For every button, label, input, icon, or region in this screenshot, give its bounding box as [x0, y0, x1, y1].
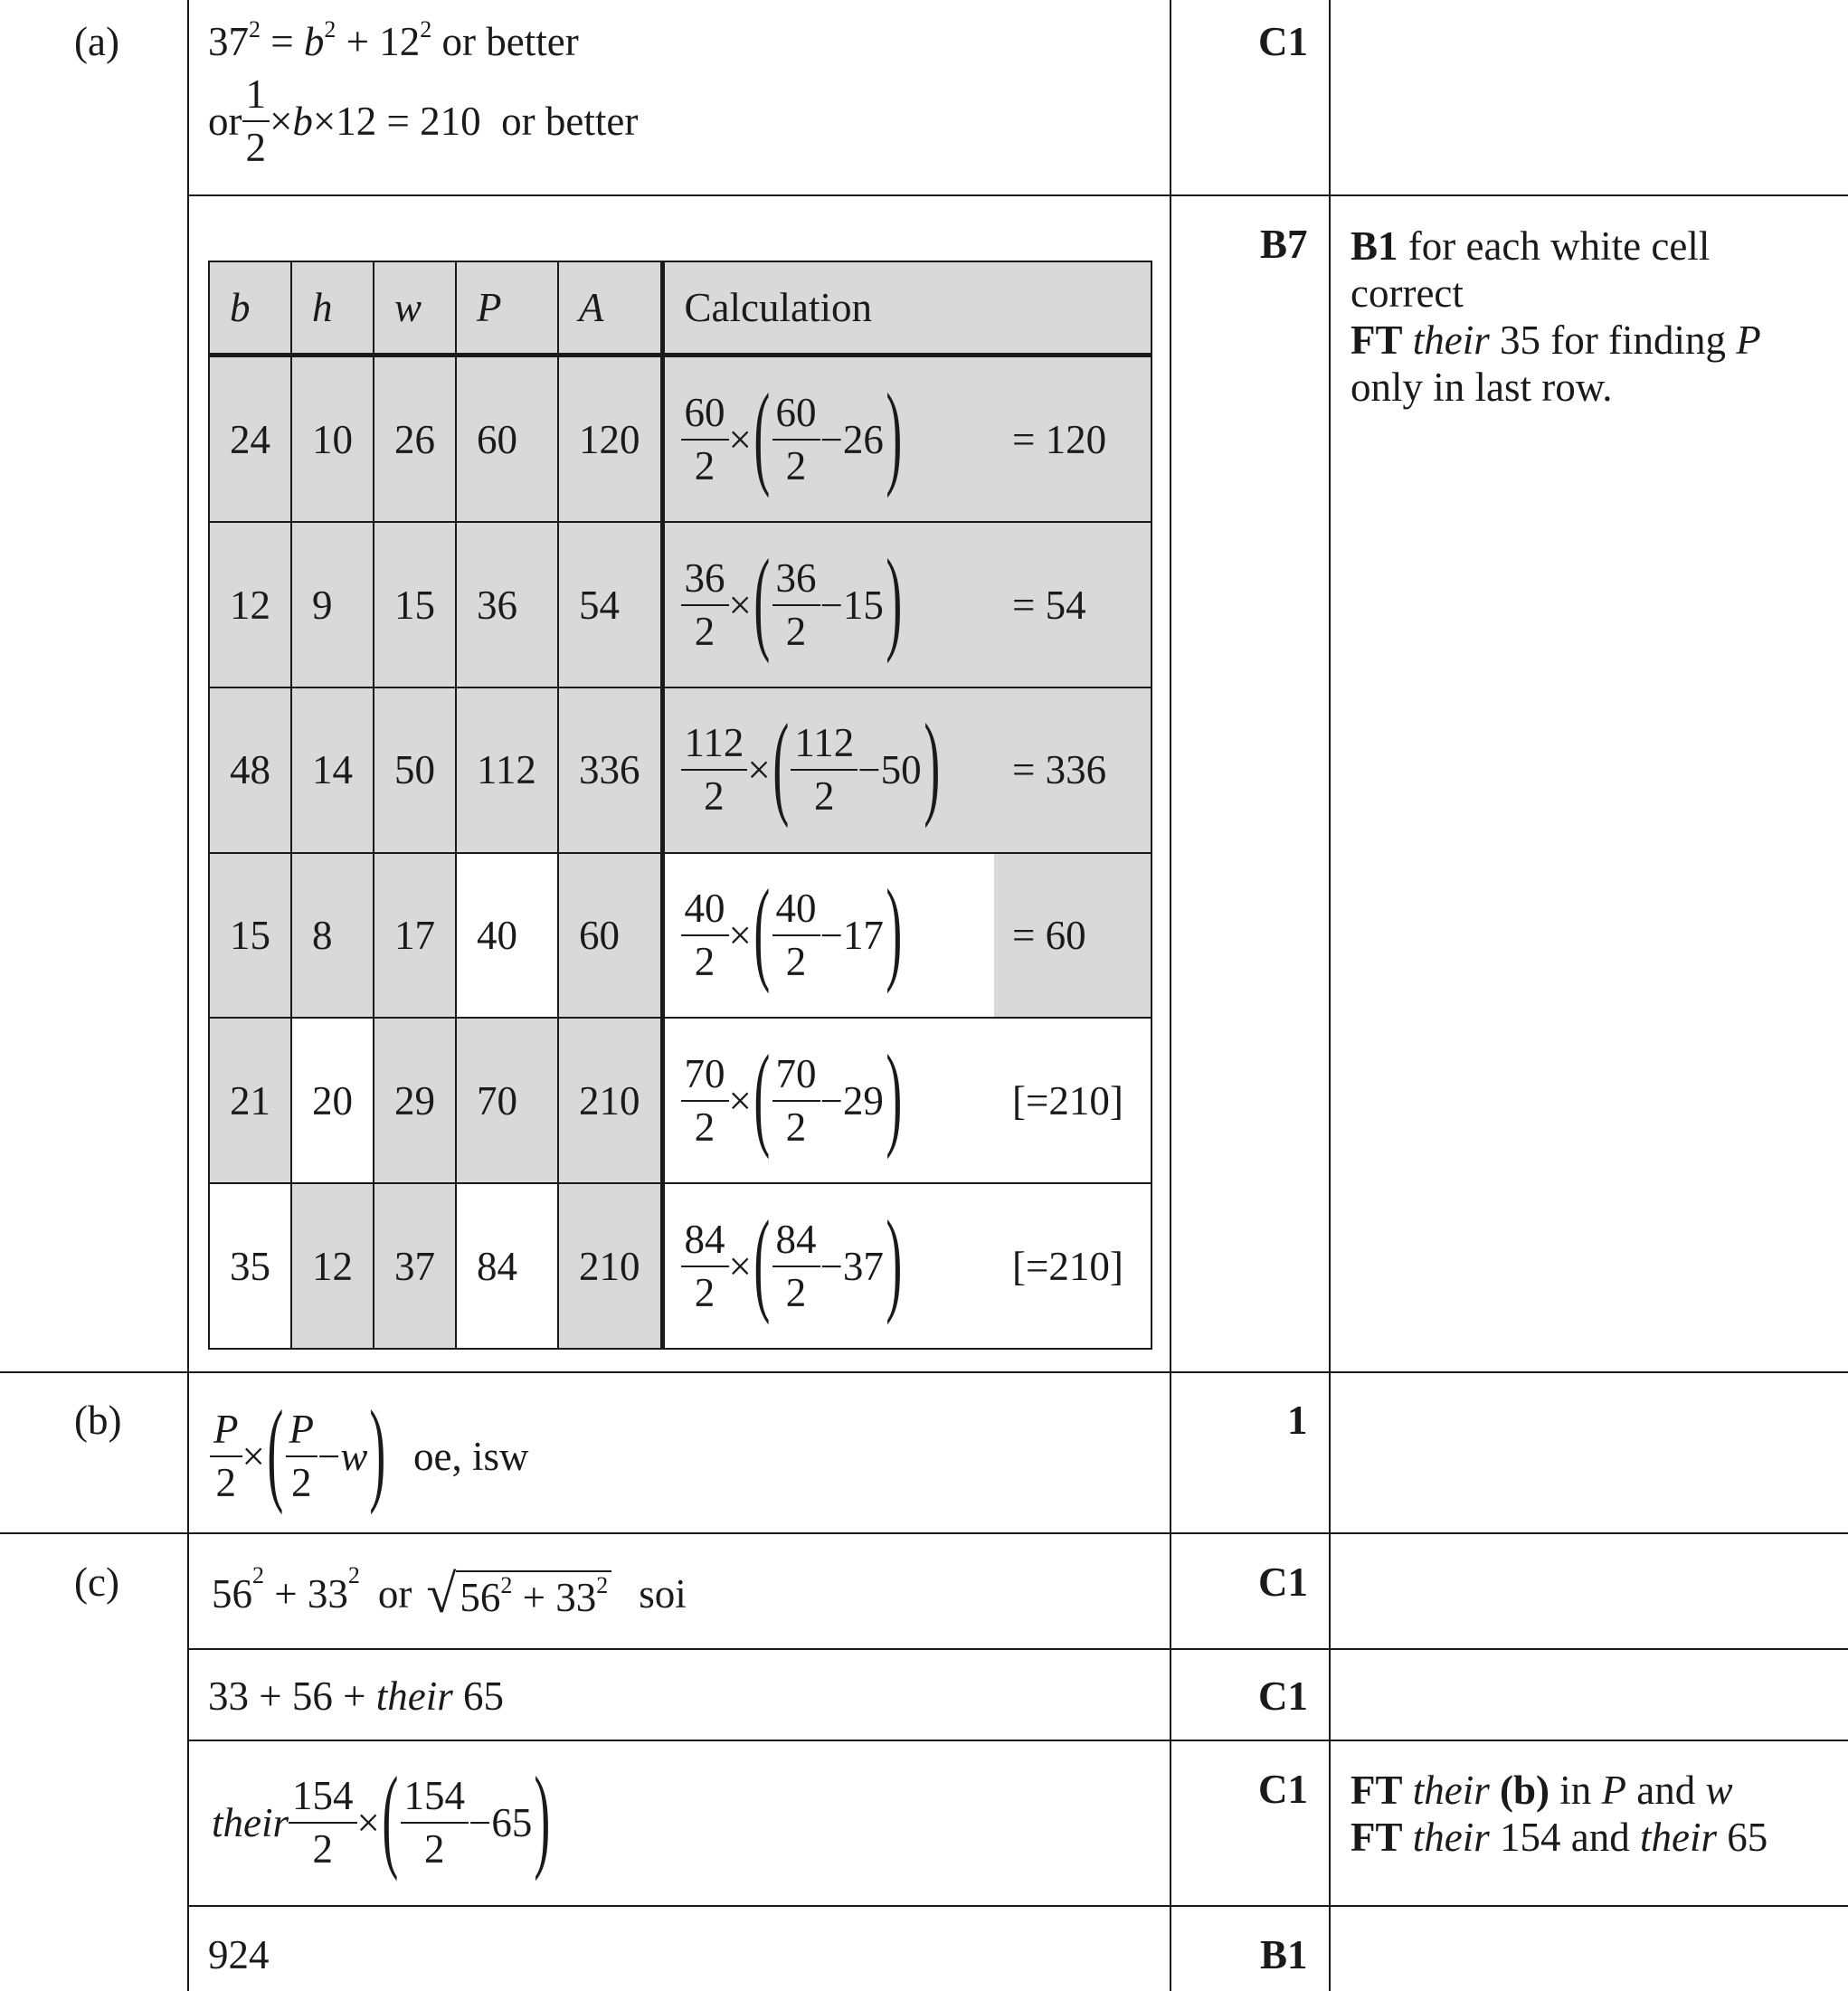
col-divider-2 — [1170, 0, 1171, 1991]
cell-w: 50 — [374, 687, 456, 853]
a-equation-2: or $\frac{1}{2}$ × b ×12 = 210 or better — [208, 71, 639, 170]
cell-b: 12 — [209, 522, 291, 687]
header-p: P — [456, 261, 558, 356]
cell-b: 48 — [209, 687, 291, 853]
cell-result: = 54 — [994, 522, 1151, 687]
part-label-a: (a) — [74, 19, 119, 64]
cell-result: [=210] — [994, 1018, 1151, 1183]
cell-h: 9 — [291, 522, 374, 687]
calculation-table — [208, 261, 1152, 1350]
guidance-c3: FT their (b) in P and w FT their 154 and their 65 — [1350, 1768, 1768, 1860]
header-b: b — [209, 261, 291, 356]
cell-result: = 60 — [994, 853, 1151, 1019]
col-divider-3 — [1329, 0, 1331, 1991]
cell-h: 10 — [291, 356, 374, 522]
cell-h: 20 — [291, 1018, 374, 1183]
row-divider — [188, 1740, 1848, 1741]
cell-calculation: $\frac{112}{2}$ × ( $\frac{112}{2}$ −50 ) — [662, 687, 994, 853]
cell-calculation: $\frac{40}{2}$ × ( $\frac{40}{2}$ −17 ) — [662, 853, 994, 1019]
cell-result: [=210] — [994, 1183, 1151, 1349]
cell-w: 26 — [374, 356, 456, 522]
cell-w: 15 — [374, 522, 456, 687]
a-equation-1: $37^2 = b^2 + 12^2$ or better — [208, 16, 579, 64]
cell-a: 210 — [558, 1018, 662, 1183]
mark-a2: B7 — [1260, 222, 1308, 267]
cell-p: 70 — [456, 1018, 558, 1183]
header-h: h — [291, 261, 374, 356]
mark-c3: C1 — [1258, 1767, 1308, 1812]
c-answer: 924 — [208, 1932, 270, 1977]
cell-h: 8 — [291, 853, 374, 1019]
header-a: A — [558, 261, 662, 356]
cell-w: 29 — [374, 1018, 456, 1183]
cell-a: 60 — [558, 853, 662, 1019]
cell-h: 12 — [291, 1183, 374, 1349]
cell-calculation: $\frac{60}{2}$ × ( $\frac{60}{2}$ −26 ) — [662, 356, 994, 522]
mark-c1: C1 — [1258, 1560, 1308, 1605]
guidance-a: B1 for each white cell correct FT their 35 for finding P only in last row. — [1350, 223, 1761, 410]
cell-a: 336 — [558, 687, 662, 853]
cell-calculation: $\frac{36}{2}$ × ( $\frac{36}{2}$ −15 ) — [662, 522, 994, 687]
cell-b: 24 — [209, 356, 291, 522]
row-divider — [0, 1532, 1848, 1534]
cell-p: 84 — [456, 1183, 558, 1349]
row-divider — [188, 1648, 1848, 1650]
cell-a: 210 — [558, 1183, 662, 1349]
c-expression-3: their $\frac{154}{2}$ × ( $\frac{154}{2}$ −65 ) — [212, 1753, 551, 1882]
part-label-c: (c) — [74, 1560, 119, 1605]
cell-h: 14 — [291, 687, 374, 853]
cell-p: 40 — [456, 853, 558, 1019]
cell-w: 17 — [374, 853, 456, 1019]
mark-a1: C1 — [1258, 19, 1308, 64]
cell-result: = 336 — [994, 687, 1151, 853]
cell-calculation: $\frac{70}{2}$ × ( $\frac{70}{2}$ −29 ) — [662, 1018, 994, 1183]
table-row — [209, 853, 1151, 1019]
b-expression: $\frac{P}{2}$ × ( $\frac{P}{2}$ − w ) oe, isw — [210, 1407, 529, 1506]
table-row — [209, 687, 1151, 853]
cell-calculation: $\frac{84}{2}$ × ( $\frac{84}{2}$ −37 ) — [662, 1183, 994, 1349]
c-expression-2: 33 + 56 + their 65 — [208, 1673, 505, 1719]
col-divider-1 — [187, 0, 189, 1991]
cell-a: 54 — [558, 522, 662, 687]
cell-p: 36 — [456, 522, 558, 687]
cell-p: 60 — [456, 356, 558, 522]
row-divider — [188, 1905, 1848, 1907]
table-row — [209, 522, 1151, 687]
cell-a: 120 — [558, 356, 662, 522]
table-row — [209, 1183, 1151, 1349]
cell-result: = 120 — [994, 356, 1151, 522]
header-calculation: Calculation — [662, 261, 1151, 356]
square-root: √ $56^2 + 33^2$ — [426, 1567, 611, 1621]
part-label-b: (b) — [74, 1398, 122, 1443]
cell-p: 112 — [456, 687, 558, 853]
cell-w: 37 — [374, 1183, 456, 1349]
row-divider — [188, 194, 1848, 196]
mark-b: 1 — [1287, 1398, 1308, 1443]
mark-c4: B1 — [1260, 1932, 1308, 1977]
mark-c2: C1 — [1258, 1673, 1308, 1719]
table-row — [209, 356, 1151, 522]
cell-b: 15 — [209, 853, 291, 1019]
table-row — [209, 1018, 1151, 1183]
row-divider — [0, 1371, 1848, 1373]
cell-b: 35 — [209, 1183, 291, 1349]
cell-b: 21 — [209, 1018, 291, 1183]
c-expression-1: 56 2 + 33 2 or √ $56^2 + 33^2$ soi — [212, 1562, 687, 1624]
header-w: w — [374, 261, 456, 356]
fraction: $\frac{1}{2}$ — [242, 74, 270, 168]
